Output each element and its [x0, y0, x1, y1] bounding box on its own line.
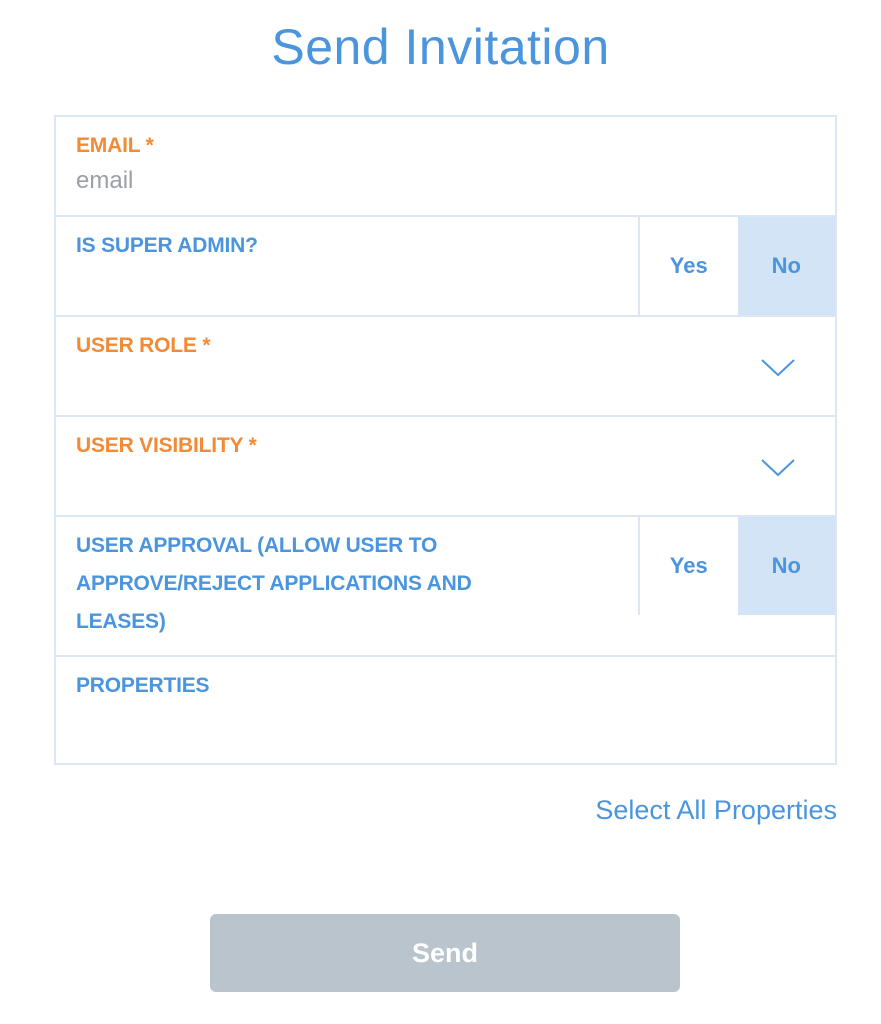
chevron-down-icon[interactable] [761, 459, 795, 477]
user-approval-label-line-3: LEASES) [76, 610, 166, 633]
super-admin-label: IS SUPER ADMIN? [76, 234, 258, 257]
properties-row[interactable] [56, 657, 835, 763]
email-label: EMAIL * [76, 127, 154, 165]
send-button[interactable]: Send [210, 914, 680, 992]
properties-label: PROPERTIES [76, 674, 210, 697]
email-row [56, 117, 835, 217]
super-admin-row [56, 217, 835, 317]
user-approval-label-line-1: USER APPROVAL (ALLOW USER TO [76, 534, 438, 557]
super-admin-yes-option[interactable]: Yes [669, 253, 708, 278]
user-visibility-label: USER VISIBILITY * [76, 427, 257, 465]
super-admin-toggle [638, 217, 835, 315]
chevron-down-icon[interactable] [761, 359, 795, 377]
user-approval-no-option[interactable]: No [738, 517, 836, 615]
user-role-label: USER ROLE * [76, 327, 210, 365]
user-approval-label-line-2: APPROVE/REJECT APPLICATIONS AND [76, 572, 472, 595]
super-admin-no-option[interactable]: No [738, 217, 836, 315]
user-approval-row [56, 517, 835, 657]
page-title: Send Invitation [271, 19, 610, 75]
select-all-properties-link[interactable]: Select All Properties [595, 795, 837, 825]
user-visibility-select[interactable] [56, 417, 835, 517]
user-approval-yes-option[interactable]: Yes [669, 553, 708, 578]
email-field[interactable] [76, 167, 776, 195]
user-role-select[interactable] [56, 317, 835, 417]
user-approval-toggle [638, 517, 835, 615]
invitation-form [54, 115, 837, 765]
